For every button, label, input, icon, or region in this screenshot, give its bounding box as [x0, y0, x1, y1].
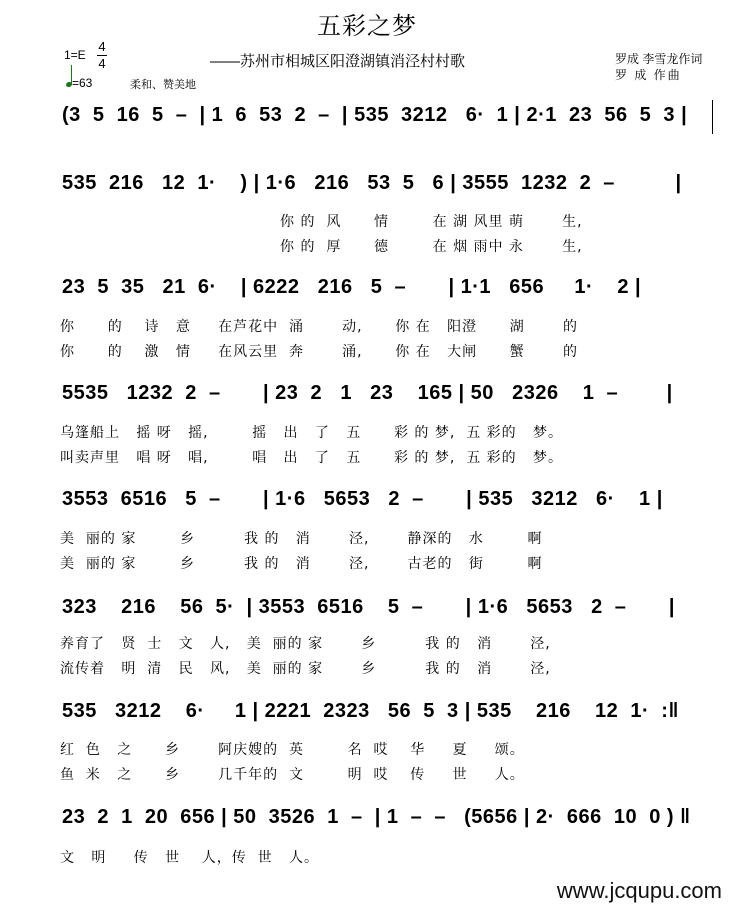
- lyric-verse-1: 你 的 诗 意 在芦花中 涌 动, 你 在 阳澄 湖 的: [60, 319, 578, 335]
- watermark: www.jcqupu.com: [556, 878, 722, 903]
- expression-marking: 柔和、赞美地: [130, 78, 196, 91]
- lyric-verse-2: 叫卖声里 唱 呀 唱, 唱 出 了 五 彩 的 梦, 五 彩的 梦。: [60, 450, 564, 466]
- notation-row-2: 535 216 12 1· ) | 1·6 216 53 5 6 | 3555 1232 2 – |: [62, 172, 682, 194]
- lyricist-credit: 罗成 李雪龙作词: [615, 52, 703, 66]
- notation-row-6: 323 216 56 5· | 3553 6516 5 – | 1·6 5653 2 – |: [62, 596, 675, 618]
- key-signature: 1=E: [64, 48, 86, 62]
- time-signature-bottom: 4: [98, 56, 106, 71]
- lyric-verse-2: 流传着 明 清 民 风, 美 丽的 家 乡 我 的 消 泾,: [60, 661, 551, 677]
- lyric-verse-2: 你 的 激 情 在风云里 奔 涌, 你 在 大闸 蟹 的: [60, 344, 578, 360]
- lyric-verse-2: 美 丽的 家 乡 我 的 消 泾, 古老的 街 啊: [60, 556, 543, 572]
- notation-row-4: 5535 1232 2 – | 23 2 1 23 165 | 50 2326 1 – |: [62, 382, 673, 404]
- lyric-verse-2: 你 的 厚 德 在 烟 雨中 永 生,: [280, 239, 583, 255]
- tempo-marking: [64, 73, 92, 90]
- quarter-note-icon: [64, 73, 72, 87]
- time-signature-top: 4: [98, 39, 106, 54]
- tempo-value: =63: [72, 76, 93, 90]
- barline: [712, 100, 713, 134]
- subtitle: ——苏州市相城区阳澄湖镇消泾村村歌: [210, 53, 466, 70]
- notation-row-1: (3 5 16 5 – | 1 6 53 2 – | 535 3212 6· 1 | 2·1 23 56 5 3 |: [62, 104, 688, 126]
- lyric-verse-2: 鱼 米 之 乡 几千年的 文 明 哎 传 世 人。: [60, 767, 525, 783]
- notation-row-5: 3553 6516 5 – | 1·6 5653 2 – | 535 3212 6· 1 |: [62, 488, 663, 510]
- lyric-verse-1: 你 的 风 情 在 湖 风里 萌 生,: [280, 214, 583, 230]
- lyric-verse-1: 美 丽的 家 乡 我 的 消 泾, 静深的 水 啊: [60, 531, 543, 547]
- notation-row-7: 535 3212 6· 1 | 2221 2323 56 5 3 | 535 216 12 1· :‖: [62, 700, 679, 722]
- song-title: 五彩之梦: [317, 12, 417, 40]
- notation-row-8: 23 2 1 20 656 | 50 3526 1 – | 1 – – (5656 | 2· 666 10 0 ) ‖: [62, 806, 691, 828]
- lyric-verse-1: 乌篷船上 摇 呀 摇, 摇 出 了 五 彩 的 梦, 五 彩的 梦。: [60, 425, 564, 441]
- notation-row-3: 23 5 35 21 6· | 6222 216 5 – | 1·1 656 1· 2 |: [62, 276, 642, 298]
- lyric-verse-1: 养育了 贤 士 文 人, 美 丽的 家 乡 我 的 消 泾,: [60, 636, 551, 652]
- lyric-verse-1: 文 明 传 世 人，传 世 人。: [60, 850, 320, 866]
- composer-credit: 罗 成 作曲: [615, 68, 682, 82]
- lyric-verse-1: 红 色 之 乡 阿庆嫂的 英 名 哎 华 夏 颂。: [60, 742, 525, 758]
- time-signature: [97, 40, 107, 71]
